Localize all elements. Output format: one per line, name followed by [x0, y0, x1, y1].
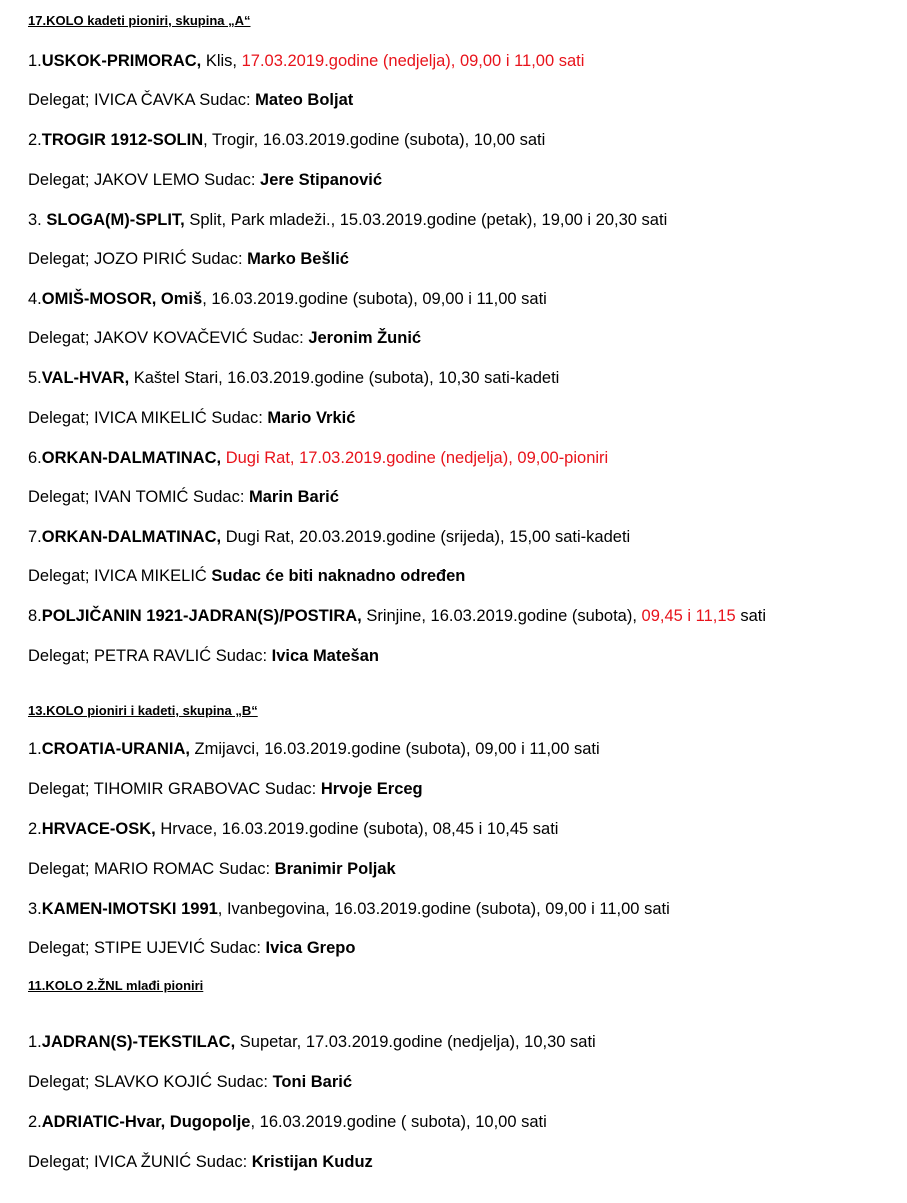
match-line: 4.OMIŠ-MOSOR, Omiš, 16.03.2019.godine (subota), 09,00 i 11,00 sati [28, 290, 547, 308]
match-line: 1.CROATIA-URANIA, Zmijavci, 16.03.2019.godine (subota), 09,00 i 11,00 sati [28, 740, 600, 758]
delegate-line: Delegat; STIPE UJEVIĆ Sudac: Ivica Grepo [28, 939, 356, 957]
match-line: 5.VAL-HVAR, Kaštel Stari, 16.03.2019.godine (subota), 10,30 sati-kadeti [28, 369, 560, 387]
match-line: 6.ORKAN-DALMATINAC, Dugi Rat, 17.03.2019.godine (nedjelja), 09,00-pioniri [28, 449, 609, 467]
delegate-line: Delegat; PETRA RAVLIĆ Sudac: Ivica Matešan [28, 647, 379, 665]
delegate-line: Delegat; IVAN TOMIĆ Sudac: Marin Barić [28, 488, 339, 506]
delegate-line: Delegat; JAKOV LEMO Sudac: Jere Stipanović [28, 171, 383, 189]
match-line: 2.TROGIR 1912-SOLIN, Trogir, 16.03.2019.godine (subota), 10,00 sati [28, 131, 546, 149]
section-header-a: 17.KOLO kadeti pioniri, skupina „A“ [28, 13, 251, 28]
match-line: 3. SLOGA(M)-SPLIT, Split, Park mladeži., 15.03.2019.godine (petak), 19,00 i 20,30 sati [28, 211, 668, 229]
delegate-line: Delegat; IVICA ČAVKA Sudac: Mateo Boljat [28, 91, 354, 109]
match-line: 1.JADRAN(S)-TEKSTILAC, Supetar, 17.03.2019.godine (nedjelja), 10,30 sati [28, 1033, 596, 1051]
delegate-line: Delegat; IVICA MIKELIĆ Sudac će biti naknadno određen [28, 567, 466, 585]
delegate-line: Delegat; IVICA MIKELIĆ Sudac: Mario Vrkić [28, 409, 356, 427]
delegate-line: Delegat; JOZO PIRIĆ Sudac: Marko Bešlić [28, 250, 349, 268]
match-line: 2.ADRIATIC-Hvar, Dugopolje, 16.03.2019.godine ( subota), 10,00 sati [28, 1113, 547, 1131]
delegate-line: Delegat; TIHOMIR GRABOVAC Sudac: Hrvoje Erceg [28, 780, 423, 798]
delegate-line: Delegat; JAKOV KOVAČEVIĆ Sudac: Jeronim Žunić [28, 329, 422, 347]
match-line: 7.ORKAN-DALMATINAC, Dugi Rat, 20.03.2019.godine (srijeda), 15,00 sati-kadeti [28, 528, 631, 546]
section-header-b: 13.KOLO pioniri i kadeti, skupina „B“ [28, 703, 258, 718]
delegate-line: Delegat; MARIO ROMAC Sudac: Branimir Poljak [28, 860, 396, 878]
match-line: 8.POLJIČANIN 1921-JADRAN(S)/POSTIRA, Srinjine, 16.03.2019.godine (subota), 09,45 i 11,15 sati [28, 607, 766, 625]
delegate-line: Delegat; SLAVKO KOJIĆ Sudac: Toni Barić [28, 1073, 353, 1091]
match-line: 2.HRVACE-OSK, Hrvace, 16.03.2019.godine (subota), 08,45 i 10,45 sati [28, 820, 559, 838]
section-header-c: 11.KOLO 2.ŽNL mlađi pioniri [28, 978, 204, 993]
match-line: 1.USKOK-PRIMORAC, Klis, 17.03.2019.godine (nedjelja), 09,00 i 11,00 sati [28, 52, 585, 70]
delegate-line: Delegat; IVICA ŽUNIĆ Sudac: Kristijan Kuduz [28, 1153, 373, 1171]
match-line: 3.KAMEN-IMOTSKI 1991, Ivanbegovina, 16.03.2019.godine (subota), 09,00 i 11,00 sati [28, 900, 670, 918]
